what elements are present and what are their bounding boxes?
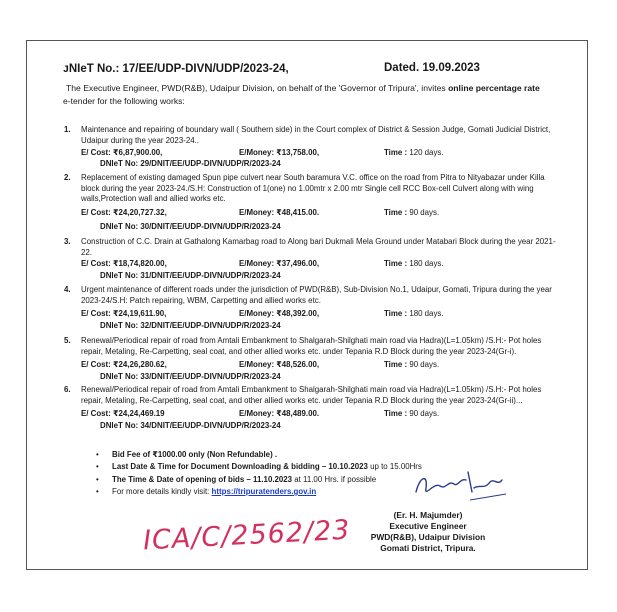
work-emoney: E/Money: ₹48,415.00. [239, 208, 320, 217]
work-emoney: E/Money: ₹48,489.00. [239, 409, 320, 418]
intro-text: The Executive Engineer, PWD(R&B), Udaipur Division, on behalf of the 'Governor of Tripura', invites [66, 83, 449, 93]
time-label: Time : [384, 259, 408, 268]
work-time [384, 148, 444, 157]
more-details [112, 487, 316, 496]
opening-date-bold: The Time & Date of opening of bids – 11.10.2023 [112, 475, 293, 484]
work-dniet: DNIeT No: 32/DNIT/EE/UDP-DIVN/UDP/R/2023-24 [100, 321, 281, 330]
signatory-office: PWD(R&B), Udaipur Division [370, 532, 486, 542]
time-value: 90 days. [409, 409, 440, 418]
work-description: Replacement of existing damaged Spun pipe culvert near South baramura V.C. office on the road from Pitra to Nityabazar under Killa block during the year 2023-24./S.H: Construction of 1(one) no 1.00mtr x 2.00 mtr Single cell RCC Box-cell Culvert along with wing walls,Protection wall and allied works etc. [81, 173, 545, 204]
intro-bold: online percentage rate [448, 83, 540, 93]
work-time [384, 309, 444, 318]
work-dniet: DNIeT No: 29/DNIT/EE/UDP-DIVN/UDP/R/2023-24 [100, 159, 281, 168]
work-description: Urgent maintenance of different roads under the jurisdiction of PWD(R&B), Sub-Division No.1, Udaipur, Gomati, Tripura during the year 2023-24/S.H: Patch repairing, WBM, Carpetting and allied works etc. [81, 285, 552, 305]
work-cost: E/ Cost: ₹24,24,469.19 [81, 409, 165, 418]
time-value: 90 days. [409, 360, 440, 369]
work-time [384, 409, 439, 418]
time-value: 120 days. [409, 148, 444, 157]
more-details-text: For more details kindly visit: [112, 487, 212, 496]
work-cost: E/ Cost: ₹24,20,727.32, [81, 208, 167, 217]
work-dniet: DNIeT No: 34/DNIT/EE/UDP-DIVN/UDP/R/2023-24 [100, 421, 281, 430]
handwritten-reference: ICA/C/2562/23 [142, 514, 352, 557]
bid-fee: Bid Fee of ₹1000.00 only (Non Refundable) . [112, 450, 278, 459]
work-number: 1. [64, 125, 71, 134]
intro-line-1 [66, 82, 540, 94]
work-number: 4. [64, 285, 71, 294]
work-number: 3. [64, 237, 71, 246]
work-cost: E/ Cost: ₹18,74,820.00, [81, 259, 167, 268]
work-number: 5. [64, 336, 71, 345]
work-number: 6. [64, 385, 71, 394]
signatory-name: (Er. H. Majumder) [393, 510, 463, 520]
tenders-link[interactable]: https://tripuratenders.gov.in [211, 487, 317, 496]
work-dniet: DNIeT No: 33/DNIT/EE/UDP-DIVN/UDP/R/2023-24 [100, 372, 281, 381]
time-value: 90 days. [409, 208, 440, 217]
work-emoney: E/Money: ₹48,526.00, [239, 360, 320, 369]
time-label: Time : [384, 148, 408, 157]
work-number: 2. [64, 173, 71, 182]
time-label: Time : [384, 360, 408, 369]
signature-scribble-icon [410, 462, 510, 510]
notice-number: ᴊNIeT No.: 17/EE/UDP-DIVN/UDP/2023-24, [63, 63, 289, 75]
notice-date: Dated. 19.09.2023 [384, 62, 480, 74]
work-cost: E/ Cost: ₹6,87,900.00, [81, 148, 163, 157]
bullet-dot: • [96, 462, 99, 471]
work-emoney: E/Money: ₹13,758.00, [239, 148, 320, 157]
opening-date-rest: at 11.00 Hrs. if possible [292, 475, 377, 484]
signatory-district: Gomati District, Tripura. [380, 543, 476, 553]
last-date [112, 462, 422, 471]
last-date-bold: Last Date & Time for Document Downloading & bidding – 10.10.2023 [112, 462, 368, 471]
work-description: Construction of C.C. Drain at Gathalong Kamarbag road to Along bari Dukmali Mela Ground under Matabari Block during the year 2021-22. [81, 237, 556, 257]
work-dniet: DNIeT No: 31/DNIT/EE/UDP-DIVN/UDP/R/2023-24 [100, 271, 281, 280]
work-description: Renewal/Periodical repair of road from Amtali Embankment to Shalgarah-Shilghati main road via Hadra)(L=1.05km) /S.H:- Pot holes repair, Metaling, Re-Carpetting, seal coat, and other allied works etc. under Tepania R.D Block during the year 2023-24(Gr-ii)... [81, 385, 542, 405]
work-time [384, 360, 439, 369]
bullet-dot: • [96, 487, 99, 496]
bullet-dot: • [96, 450, 99, 459]
time-label: Time : [384, 208, 408, 217]
work-description: Renewal/Periodical repair of road from Amtali Embankment to Shalgarah-Shilghati main road via Hadra)(L=1.05km) /S.H:- Pot holes repair, Metaling, Re-Carpetting, seal coat, and other allied works etc. under Tepania R.D Block during the year 2023-24(Gr-i). [81, 336, 542, 356]
time-value: 180 days. [409, 259, 444, 268]
time-label: Time : [384, 409, 408, 418]
work-cost: E/ Cost: ₹24,26,280.62, [81, 360, 167, 369]
time-label: Time : [384, 309, 408, 318]
last-date-rest: up to 15.00Hrs [367, 462, 422, 471]
intro-line-2: e-tender for the following works: [63, 96, 185, 106]
work-time [384, 259, 444, 268]
bullet-dot: • [96, 475, 99, 484]
signatory-designation: Executive Engineer [389, 521, 467, 531]
work-time [384, 208, 439, 217]
opening-date [112, 475, 376, 484]
work-dniet: DNIeT No: 30/DNIT/EE/UDP-DIVN/UDP/R/2023-24 [100, 222, 281, 231]
work-cost: E/ Cost: ₹24,19,611.90, [81, 309, 167, 318]
work-emoney: E/Money: ₹37,496.00, [239, 259, 320, 268]
work-emoney: E/Money: ₹48,392.00, [239, 309, 320, 318]
time-value: 180 days. [409, 309, 444, 318]
work-description: Maintenance and repairing of boundary wall ( Southern side) in the Court complex of District & Session Judge, Gomati Judicial District, Udaipur during the year 2023-24.. [81, 125, 551, 145]
